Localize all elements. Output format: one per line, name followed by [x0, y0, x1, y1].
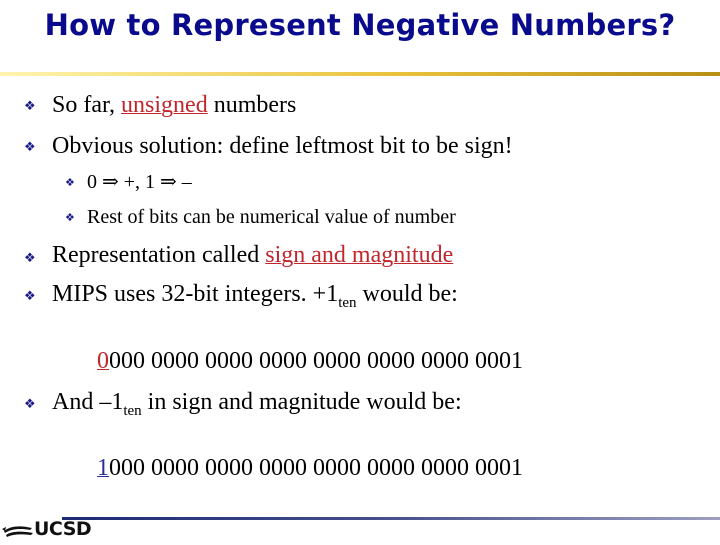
sub-bullet-rest-of-bits: Rest of bits can be numerical value of number	[87, 206, 456, 228]
bullet-minus-one	[52, 389, 462, 419]
diamond-bullet-icon: ❖	[24, 289, 36, 304]
plus-one-sign-bit: 0	[97, 348, 109, 374]
bullet-unsigned	[52, 93, 296, 117]
diamond-bullet-icon: ❖	[65, 176, 75, 189]
slide-title: How to Represent Negative Numbers?	[44, 8, 676, 42]
minus-one-sign-bit: 1	[97, 455, 109, 481]
bullet-mips	[52, 281, 458, 311]
bullet-representation	[52, 243, 453, 267]
ucsd-logo	[2, 518, 122, 540]
bullet-minus-one-suffix: in sign and magnitude would be:	[141, 389, 462, 415]
minus-one-binary	[97, 456, 523, 480]
bullet-minus-one-prefix: And –1	[52, 389, 124, 415]
subscript-ten: ten	[123, 403, 142, 419]
diamond-bullet-icon: ❖	[65, 211, 75, 224]
plus-one-magnitude: 000 0000 0000 0000 0000 0000 0000 0001	[109, 348, 523, 374]
unsigned-emphasis: unsigned	[121, 92, 208, 118]
sub-bullet-sign-bit: 0 ⇒ +, 1 ⇒ –	[87, 171, 192, 193]
plus-one-binary	[97, 349, 523, 373]
bullet-mips-prefix: MIPS uses 32-bit integers. +1	[52, 281, 339, 307]
trident-icon	[2, 518, 36, 540]
bullet-obvious-solution: Obvious solution: define leftmost bit to be sign!	[52, 133, 513, 159]
diamond-bullet-icon: ❖	[24, 251, 36, 266]
subscript-ten: ten	[338, 295, 357, 311]
bullet-representation-prefix: Representation called	[52, 242, 266, 268]
logo-text: UCSD	[34, 518, 92, 540]
title-divider	[0, 72, 720, 76]
bullet-unsigned-prefix: So far,	[52, 92, 122, 118]
footer-divider	[62, 517, 720, 520]
diamond-bullet-icon: ❖	[24, 99, 36, 114]
sign-magnitude-emphasis: sign and magnitude	[265, 242, 454, 268]
minus-one-magnitude: 000 0000 0000 0000 0000 0000 0000 0001	[109, 455, 523, 481]
bullet-unsigned-suffix: numbers	[207, 92, 297, 118]
bullet-mips-suffix: would be:	[356, 281, 458, 307]
diamond-bullet-icon: ❖	[24, 397, 36, 412]
diamond-bullet-icon: ❖	[24, 140, 36, 155]
